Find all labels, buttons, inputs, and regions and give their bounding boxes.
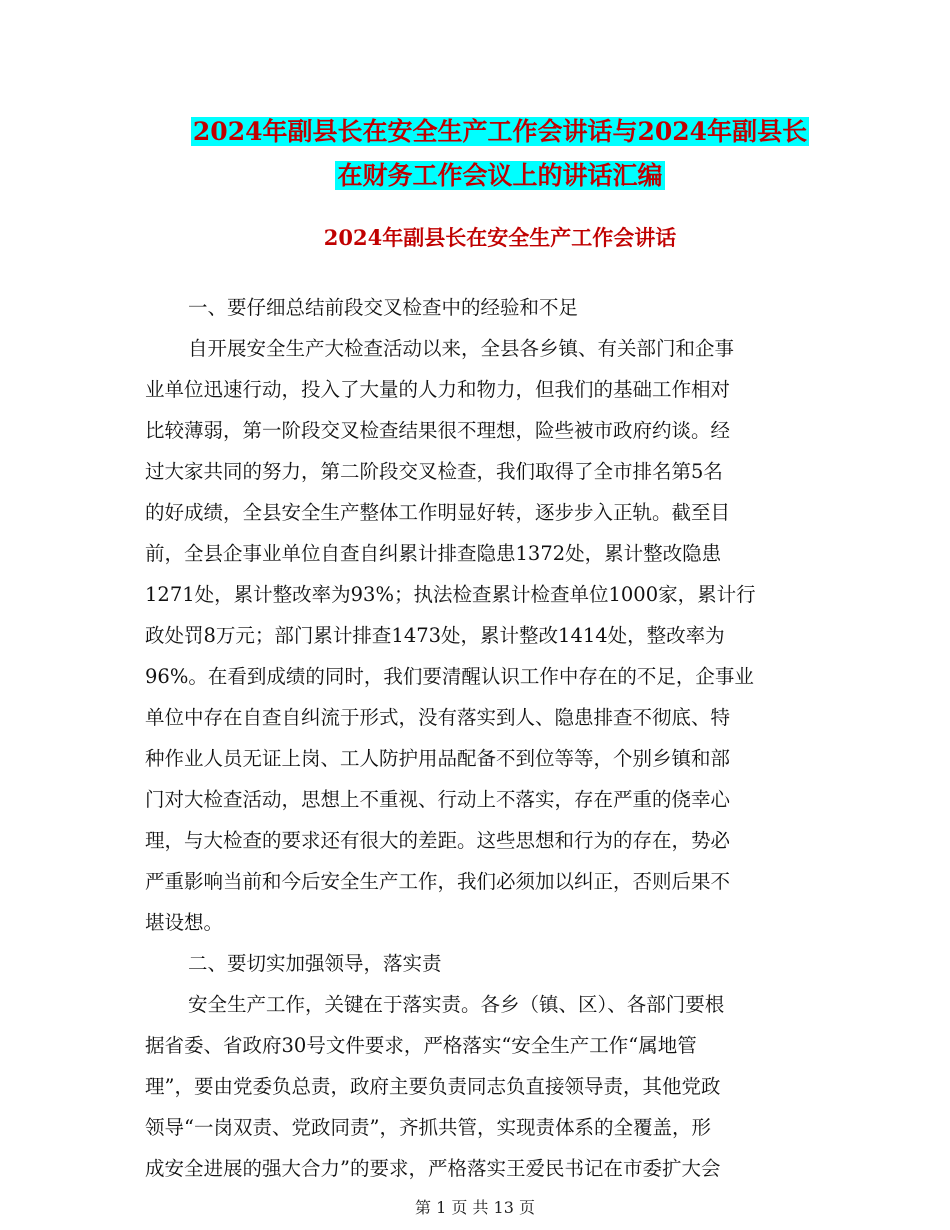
paragraph-line: 的好成绩，全县安全生产整体工作明显好转，逐步步入正轨。截至目 bbox=[145, 501, 731, 524]
heading-1: 一、要仔细总结前段交叉检查中的经验和不足 bbox=[188, 296, 579, 319]
paragraph-line: 领导“一岗双责、党政同责”，齐抓共管，实现责体系的全覆盖，形 bbox=[145, 1116, 711, 1139]
paragraph-line: 政处罚8万元；部门累计排查1473处，累计整改1414处，整改率为 bbox=[145, 624, 725, 647]
paragraph-line: 成安全进展的强大合力”的要求，严格落实王爱民书记在市委扩大会 bbox=[145, 1157, 721, 1180]
paragraph-line: 门对大检查活动，思想上不重视、行动上不落实，存在严重的侥幸心 bbox=[145, 788, 731, 811]
paragraph-line: 种作业人员无证上岗、工人防护用品配备不到位等等，个别乡镇和部 bbox=[145, 747, 731, 770]
paragraph-line: 比较薄弱，第一阶段交叉检查结果很不理想，险些被市政府约谈。经 bbox=[145, 419, 731, 442]
paragraph-line: 业单位迅速行动，投入了大量的人力和物力，但我们的基础工作相对 bbox=[145, 378, 731, 401]
title-highlight: 在财务工作会议上的讲话汇编 bbox=[337, 161, 663, 190]
paragraph-line: 严重影响当前和今后安全生产工作，我们必须加以纠正，否则后果不 bbox=[145, 870, 731, 893]
paragraph-line: 单位中存在自查自纠流于形式，没有落实到人、隐患排查不彻底、特 bbox=[145, 706, 731, 729]
title-highlight: 2024年副县长在安全生产工作会讲话与2024年副县长 bbox=[192, 117, 808, 146]
paragraph-line: 理，与大检查的要求还有很大的差距。这些思想和行为的存在，势必 bbox=[145, 829, 731, 852]
paragraph-line: 前，全县企事业单位自查自纠累计排查隐患1372处，累计整改隐患 bbox=[145, 542, 722, 565]
paragraph-line: 过大家共同的努力，第二阶段交叉检查，我们取得了全市排名第5名 bbox=[145, 460, 723, 483]
section-title: 2024年副县长在安全生产工作会讲话 bbox=[323, 225, 677, 250]
document-title-line-1 bbox=[140, 110, 860, 154]
document-title-line-2 bbox=[140, 154, 860, 198]
heading-2: 二、要切实加强领导，落实责 bbox=[188, 952, 442, 975]
paragraph-line: 堪设想。 bbox=[145, 911, 224, 934]
paragraph-line: 据省委、省政府30号文件要求，严格落实“安全生产工作“属地管 bbox=[145, 1034, 697, 1057]
paragraph-line: 安全生产工作，关键在于落实责。各乡（镇、区）、各部门要根 bbox=[188, 993, 725, 1016]
page-footer: 第 1 页 共 13 页 bbox=[415, 1198, 535, 1217]
paragraph-line: 自开展安全生产大检查活动以来，全县各乡镇、有关部门和企事 bbox=[188, 337, 735, 360]
paragraph-line: 1271处，累计整改率为93%；执法检查累计检查单位1000家，累计行 bbox=[145, 583, 756, 606]
paragraph-line: 96%。在看到成绩的同时，我们要清醒认识工作中存在的不足，企事业 bbox=[145, 665, 754, 688]
paragraph-line: 理”，要由党委负总责，政府主要负责同志负直接领导责，其他党政 bbox=[145, 1075, 721, 1098]
